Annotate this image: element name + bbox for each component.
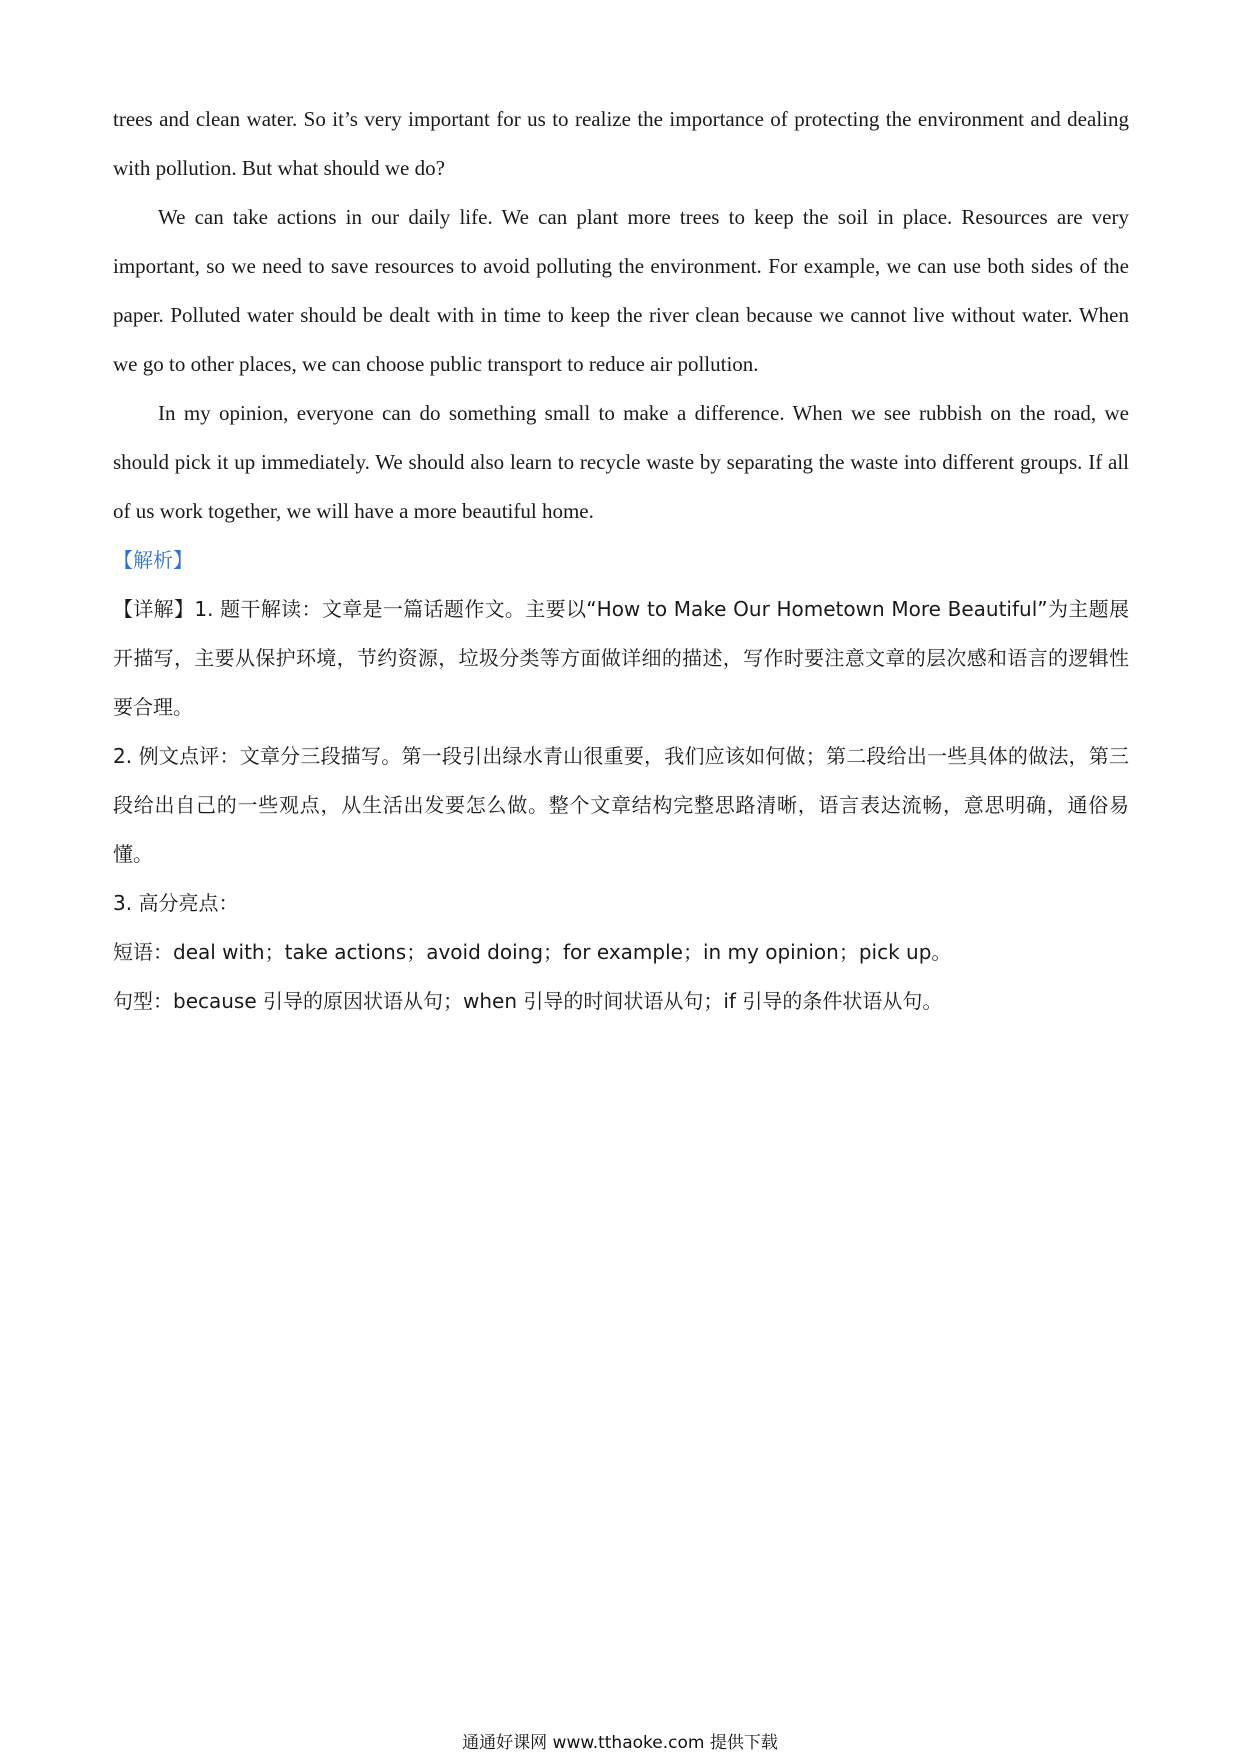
essay-paragraph-1: trees and clean water. So it’s very important for us to realize the importance of protecting the environment and dealing with pollution. But what should we do? [113,107,1129,180]
analysis-sentences: 句型：because 引导的原因状语从句；when 引导的时间状语从句；if 引导的条件状语从句。 [113,989,943,1013]
analysis-detail: 【详解】1. 题干解读：文章是一篇话题作文。主要以“How to Make Our Hometown More Beautiful”为主题展开描写，主要从保护环境，节约资源，垃圾分类等方面做详细的描述，写作时要注意文章的层次感和语言的逻辑性要合理。 [113,597,1129,719]
analysis-point-3: 3. 高分亮点： [113,891,239,915]
essay-paragraph-3: In my opinion, everyone can do something small to make a difference. When we see rubbish on the road, we should pick it up immediately. We should also learn to recycle waste by separating the waste into different groups. If all of us work together, we will have a more beautiful home. [113,401,1129,523]
essay-paragraph-2: We can take actions in our daily life. We can plant more trees to keep the soil in place. Resources are very important, so we need to save resources to avoid polluting the environment. For example, we can use both sides of the paper. Polluted water should be dealt with in time to keep the river clean because we cannot live without water. When we go to other places, we can choose public transport to reduce air pollution. [113,205,1129,376]
analysis-point-2: 2. 例文点评：文章分三段描写。第一段引出绿水青山很重要，我们应该如何做；第二段给出一些具体的做法，第三段给出自己的一些观点，从生活出发要怎么做。整个文章结构完整思路清晰，语言表达流畅，意思明确，通俗易懂。 [113,744,1129,866]
page-footer: 通通好课网 www.tthaoke.com 提供下载 [462,1733,778,1753]
analysis-heading: 【解析】 [113,548,193,572]
analysis-phrases: 短语：deal with；take actions；avoid doing；for example；in my opinion；pick up。 [113,940,952,964]
page-content [113,95,1129,1026]
